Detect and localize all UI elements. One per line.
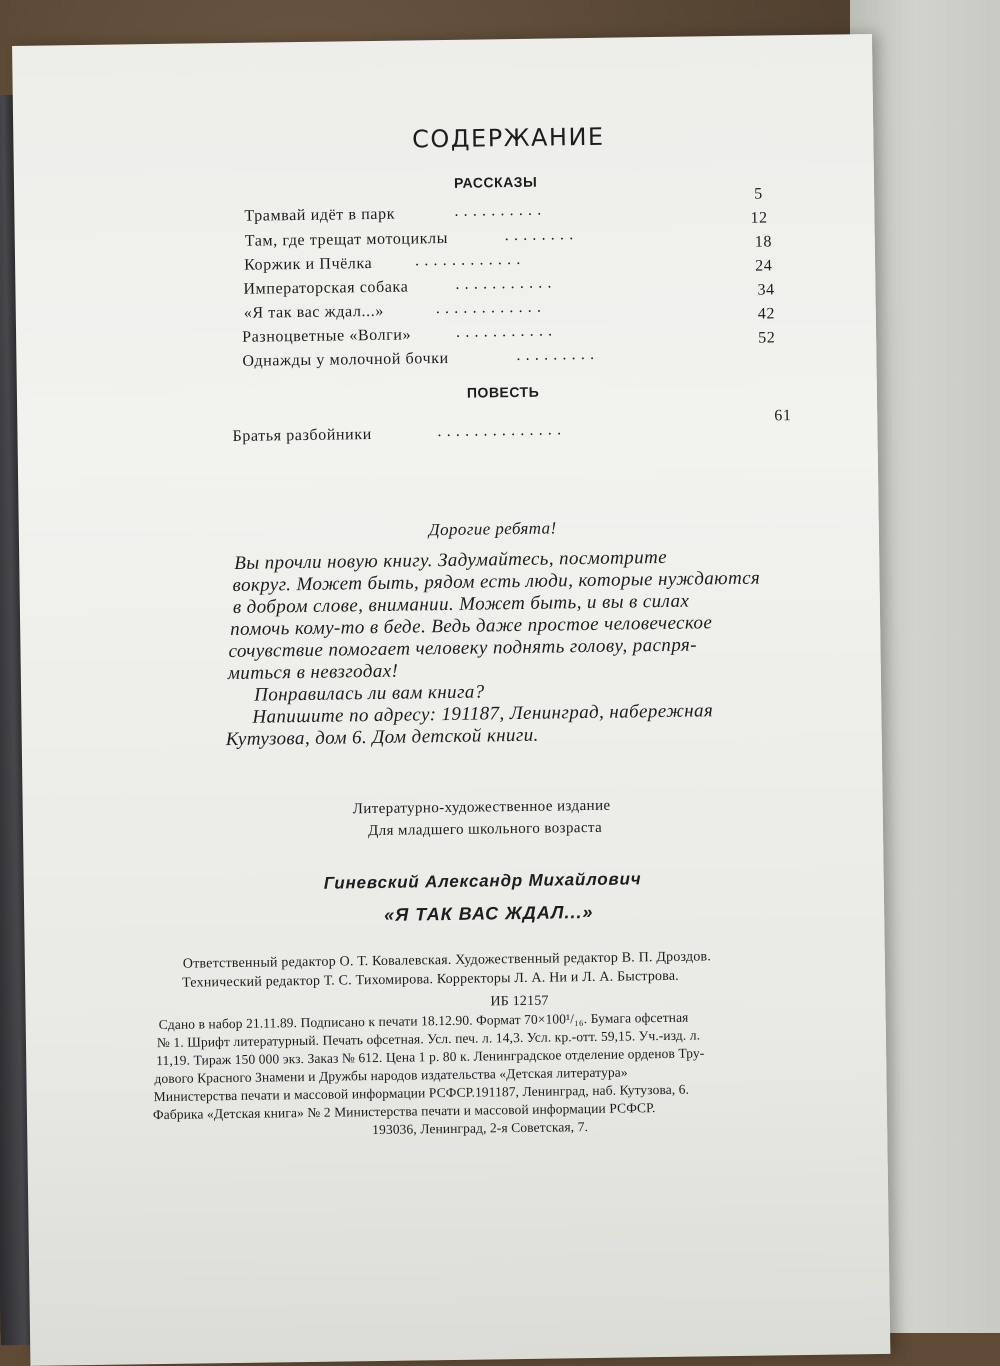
toc-item-page: 42 (757, 305, 776, 323)
toc-item (232, 426, 372, 446)
print-details-line: 193036, Ленинград, 2-я Советская, 7. (372, 1119, 589, 1138)
toc-item (245, 230, 448, 251)
print-details-line: № 1. Шрифт литературный. Печать офсетная. Усл. печ. л. 14,3. Усл. кр.-отт. 59,15. Уч.-изд. л. (156, 1027, 701, 1051)
toc-item (244, 206, 395, 226)
letter-line: миться в невзгодах! (227, 660, 399, 685)
letter-line: Кутузова, дом 6. Дом детской книги. (225, 724, 539, 751)
toc-item (242, 326, 411, 346)
toc-item (244, 303, 384, 323)
print-details-line: Сдано в набор 21.11.89. Подписано к печати 18.12.90. Формат 70×100¹/₁₆. Бумага офсетная (158, 1009, 689, 1033)
toc-item-title: Там, где трещат мотоциклы (244, 229, 449, 250)
print-details-line: дового Красного Знамени и Дружбы народов издательства «Детская литература» (154, 1064, 628, 1087)
letter-line: в добром слове, внимании. Может быть, и вы в силах (232, 590, 690, 618)
toc-section-heading-novella: ПОВЕСТЬ (466, 383, 540, 401)
toc-item-page: 24 (755, 257, 773, 275)
letter-line: вокруг. Может быть, рядом есть люди, которые нуждаются (232, 567, 761, 596)
print-details-line: Фабрика «Детская книга» № 2 Министерства печати и массовой информации РСФСР. (152, 1100, 656, 1123)
editors-line: Ответственный редактор О. Т. Ковалевская. Художественный редактор В. П. Дроздов. (182, 949, 712, 972)
editors-line: Технический редактор Т. С. Тихомирова. Корректоры Л. А. Ни и Л. А. Быстрова. (182, 968, 680, 991)
toc-title: СОДЕРЖАНИЕ (411, 122, 605, 154)
toc-item (242, 350, 448, 371)
toc-section-heading-stories: РАССКАЗЫ (453, 173, 538, 191)
toc-item (244, 255, 372, 275)
book-title: «Я ТАК ВАС ЖДАЛ...» (384, 901, 594, 925)
letter-line: помочь кому-то в беде. Ведь даже простое человеческое (230, 612, 713, 641)
toc-item-page: 61 (774, 407, 792, 425)
toc-leader-dots: . . . . . . . . . . (454, 201, 542, 220)
toc-item-title: «Я так вас ждал...» (243, 302, 385, 322)
edition-type: Литературно-художественное издание (352, 797, 611, 818)
letter-line: Напишите по адресу: 191187, Ленинград, набережная (252, 700, 714, 728)
age-group: Для младшего школьного возраста (367, 819, 603, 840)
author-name: Гиневский Александр Михайлович (323, 869, 642, 893)
toc-item-title: Разноцветные «Волги» (242, 326, 412, 346)
letter-line: Вы прочли новую книгу. Задумайтесь, посмотрите (234, 546, 668, 574)
letter-greeting: Дорогие ребята! (428, 518, 557, 540)
toc-item-title: Коржик и Пчёлка (244, 254, 373, 274)
toc-item-page: 52 (758, 329, 776, 347)
toc-leader-dots: . . . . . . . . . . . . . . (437, 421, 562, 441)
book-page (12, 34, 890, 1366)
print-details-line: 11,19. Тираж 150 000 экз. Заказ № 612. Цена 1 р. 80 к. Ленинградское отделение орденов Тру- (156, 1045, 705, 1069)
toc-leader-dots: . . . . . . . . . (516, 345, 595, 364)
toc-item-title: Однажды у молочной бочки (242, 349, 449, 370)
print-details-line: Министерства печати и массовой информации РСФСР.191187, Ленинград, наб. Кутузова, 6. (153, 1081, 690, 1105)
toc-item-page: 18 (754, 233, 773, 251)
toc-item-title: Трамвай идёт в парк (244, 205, 396, 225)
toc-item-page: 5 (754, 185, 763, 203)
toc-leader-dots: . . . . . . . . . . . (455, 322, 553, 341)
toc-item-page: 12 (750, 209, 768, 227)
toc-leader-dots: . . . . . . . . . . . . (414, 250, 522, 270)
letter-line: сочувствие помогает человеку поднять голову, распря- (228, 634, 698, 663)
toc-item (243, 278, 408, 298)
letter-line: Понравилась ли вам книга? (253, 681, 485, 706)
toc-item-title: Братья разбойники (232, 426, 372, 445)
toc-item-title: Императорская собака (243, 278, 409, 298)
toc-leader-dots: . . . . . . . . . . . (455, 274, 553, 293)
toc-leader-dots: . . . . . . . . . . . . (435, 298, 542, 318)
toc-item-page: 34 (757, 281, 775, 299)
ib-number: ИБ 12157 (490, 993, 549, 1010)
toc-leader-dots: . . . . . . . . (504, 226, 574, 245)
